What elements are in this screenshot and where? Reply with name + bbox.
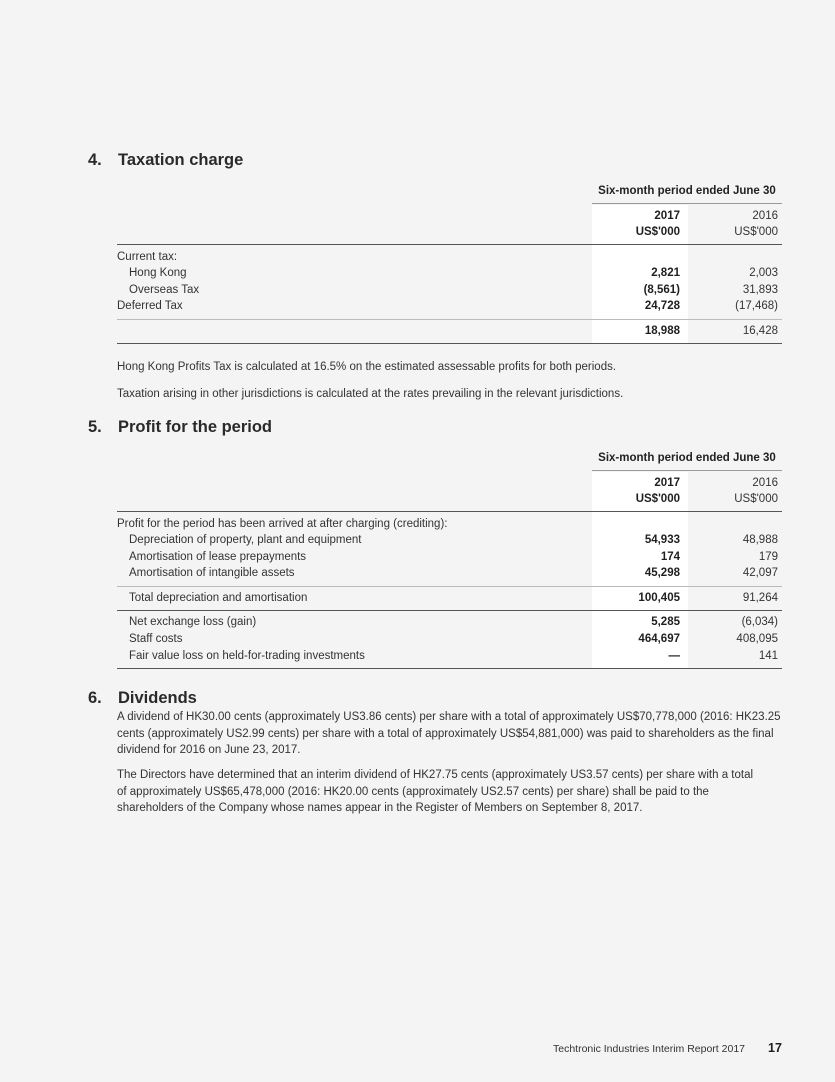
value-2017: 174 (660, 551, 680, 563)
section-title: Profit for the period (118, 418, 272, 436)
table-row (117, 298, 782, 315)
value-2016: (17,468) (735, 300, 778, 312)
subtotal-rule (117, 586, 782, 587)
row-label: Net exchange loss (gain) (129, 616, 257, 628)
row-label: Depreciation of property, plant and equipment (129, 534, 362, 546)
col-2016-year: 2016 (752, 210, 778, 222)
section-heading-profit (88, 418, 272, 437)
header-rule (117, 244, 782, 245)
table-row (117, 516, 782, 533)
col-2016-unit: US$'000 (734, 493, 778, 505)
table-row (117, 249, 782, 266)
header-rule (117, 511, 782, 512)
unit-header-row (117, 224, 782, 241)
section-number: 6. (88, 689, 102, 707)
period-header: Six-month period ended June 30 (592, 452, 782, 471)
value-2017: (8,561) (643, 284, 680, 296)
row-label: Total depreciation and amortisation (129, 592, 308, 604)
row-label: Overseas Tax (129, 284, 200, 296)
total-rule (117, 343, 782, 344)
tax-note-other-jurisdictions: Taxation arising in other jurisdictions is calculated at the rates prevailing in the relevant jurisdictions. (117, 388, 624, 400)
row-label: Current tax: (117, 251, 178, 263)
value-2017: — (668, 650, 680, 662)
total-2016: 16,428 (742, 325, 778, 337)
profit-table (117, 452, 782, 670)
table-row (117, 265, 782, 282)
year-header-row (117, 475, 782, 492)
col-2016-unit: US$'000 (734, 226, 778, 238)
table-row (117, 549, 782, 566)
dividends-paragraph-interim: The Directors have determined that an interim dividend of HK27.75 cents (approximately US3.57 cents) per share with a total of approximately US$65,478,000 (2016: HK20.00 cents (approximately US2.57 cents) per share) shall be paid to the shareholders of the Company whose names appear in the Register of Members on September 8, 2017. (117, 769, 754, 814)
value-2017: 54,933 (644, 534, 680, 546)
col-2017-unit: US$'000 (635, 493, 680, 505)
section-number: 5. (88, 418, 102, 436)
row-label: Hong Kong (129, 267, 187, 279)
row-label: Deferred Tax (117, 300, 183, 312)
value-2017: 5,285 (651, 616, 680, 628)
value-2016: 31,893 (742, 284, 778, 296)
subtotal-row (117, 590, 782, 607)
subtotal-rule (117, 319, 782, 320)
section-title: Taxation charge (118, 151, 244, 169)
dividends-paragraph-final: A dividend of HK30.00 cents (approximately US3.86 cents) per share with a total of approximately US$70,778,000 (2016: HK23.25 cents (approximately US2.99 cents) per share with a total of approximately US$54,881,000) was paid to shareholders as the final dividend for 2016 on June 23, 2017. (117, 711, 781, 756)
year-header-row (117, 208, 782, 225)
row-label: Profit for the period has been arrived at after charging (crediting): (117, 518, 448, 530)
row-label: Fair value loss on held-for-trading investments (129, 650, 365, 662)
col-2016-year: 2016 (752, 477, 778, 489)
section-heading-taxation (88, 151, 243, 170)
table-row (117, 631, 782, 648)
value-2017: 100,405 (638, 592, 680, 604)
col-2017-year: 2017 (654, 210, 680, 222)
total-row (117, 323, 782, 340)
table-row (117, 648, 782, 665)
unit-header-row (117, 491, 782, 508)
section-title: Dividends (118, 689, 197, 707)
value-2017: 2,821 (651, 267, 680, 279)
col-2017-year: 2017 (654, 477, 680, 489)
value-2016: (6,034) (741, 616, 778, 628)
section-heading-dividends (88, 689, 197, 708)
table-row (117, 614, 782, 631)
value-2016: 42,097 (742, 567, 778, 579)
value-2017: 464,697 (638, 633, 680, 645)
table-bottom-rule (117, 668, 782, 669)
tax-note-hong-kong: Hong Kong Profits Tax is calculated at 16.5% on the estimated assessable profits for both periods. (117, 361, 617, 373)
footer-report-title: Techtronic Industries Interim Report 2017 (552, 1043, 745, 1055)
subtotal-bottom-rule (117, 610, 782, 611)
table-row (117, 532, 782, 549)
value-2016: 91,264 (742, 592, 778, 604)
row-label: Amortisation of intangible assets (129, 567, 295, 579)
table-row (117, 282, 782, 299)
value-2017: 45,298 (644, 567, 680, 579)
value-2016: 2,003 (749, 267, 778, 279)
value-2016: 141 (758, 650, 778, 662)
table-row (117, 565, 782, 582)
section-number: 4. (88, 151, 102, 169)
period-header: Six-month period ended June 30 (592, 185, 782, 204)
value-2016: 48,988 (742, 534, 778, 546)
page-number: 17 (768, 1041, 782, 1055)
row-label: Amortisation of lease prepayments (129, 551, 307, 563)
taxation-table (117, 185, 782, 345)
col-2017-unit: US$'000 (635, 226, 680, 238)
value-2017: 24,728 (644, 300, 680, 312)
total-2017: 18,988 (644, 325, 680, 337)
value-2016: 179 (758, 551, 778, 563)
value-2016: 408,095 (736, 633, 778, 645)
row-label: Staff costs (129, 633, 183, 645)
